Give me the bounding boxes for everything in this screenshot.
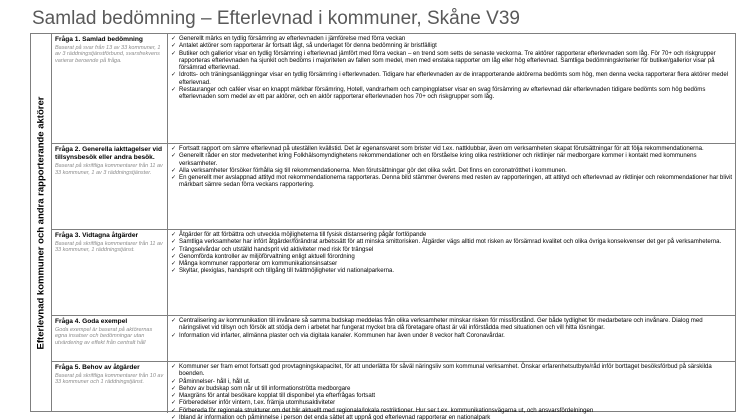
question-title: Fråga 4. Goda exempel — [55, 318, 128, 325]
finding-text: Förbereda för regionala strukturer om det blir aktuellt med regionala/lokala restriktioner. Hur ser t.ex. kommunikationsvägarna ut, och ansvarsfördelningen — [179, 406, 594, 414]
finding-text: Många kommuner rapporterar om kommunikationsinsatser — [179, 260, 338, 268]
finding-text: Maxgräns för antal besökare kopplat till disponibel yta efterfrågas fortsatt — [179, 392, 376, 400]
finding-item — [170, 414, 733, 420]
findings-list — [170, 363, 733, 420]
checkmark-icon: ✓ — [171, 152, 177, 160]
finding-text: En generellt mer avslappnad attityd mot rekommendationerna rapporteras. Denna bild stämmer överens med resten av rapporteringen, att attityd och efterlevnad av riktlinjer och rekommendationer har blivit märkbart sämre sedan förra veckans rapportering. — [179, 174, 733, 189]
finding-item — [170, 260, 733, 267]
finding-text: Genomförda kontroller av miljöförvaltning enligt aktuell förordning — [179, 252, 355, 260]
finding-item — [170, 399, 733, 406]
finding-text: Kommuner ser fram emot fortsatt god provtagningskapacitet, för att underlätta för såväl näringsliv som kommunal verksamhet. Önskar erfarenhetsutbyte/råd inför borttaget besöksförbud på särskilda boenden. — [179, 363, 712, 378]
checkmark-icon: ✓ — [171, 392, 177, 400]
finding-text: Skyltar, plexiglas, handsprit och tillgång till tvättmöjligheter vid nationalparkerna. — [179, 267, 395, 275]
checkmark-icon: ✓ — [171, 252, 177, 260]
finding-item — [170, 50, 733, 72]
finding-item — [170, 246, 733, 253]
question-row — [52, 315, 735, 361]
finding-item — [170, 231, 733, 238]
finding-text: Idrotts- och träningsanläggningar visar en tydlig försämring i efterlevnaden. Tidigare har efterlevnaden av de inrapporterande aktörerna bedömts som hög, men denna vecka rapporterar flera aktörer medel efterlevnad. — [179, 71, 729, 86]
checkmark-icon: ✓ — [171, 331, 177, 339]
findings-list — [170, 317, 733, 339]
checkmark-icon: ✓ — [171, 406, 177, 414]
finding-text: Behov av budskap som når ut till informationströtta medborgare — [179, 384, 351, 392]
finding-text: Antalet aktörer som rapporterar är fortsatt lågt, så underlaget för denna bedömning är bristfälligt — [179, 42, 437, 50]
question-note: Baserat på svar från 13 av 33 kommuner, 1 av 3 räddningstjänstförbund, svarsfrekvens varierar beroende på fråga. — [55, 44, 161, 65]
finding-item — [170, 267, 733, 274]
finding-item — [170, 392, 733, 399]
side-header-label: Efterlevnad kommuner och andra rapporterande aktörer — [35, 96, 47, 349]
finding-text: Samtliga verksamheter har infört åtgärder/förändrat arbetssätt för att minska smittorisken. Åtgärder vägs alltid mot risken av försämrad kvalitet och olika övriga konsekvenser det ger på verksamheterna. — [179, 238, 722, 246]
checkmark-icon: ✓ — [171, 267, 177, 275]
checkmark-icon: ✓ — [171, 384, 177, 392]
question-note: Goda exempel är baserat på aktörernas egna insatser och bedömningar utan utvärdering av effekt från centralt håll — [55, 326, 153, 347]
question-note: Baserat på skriftliga kommentarer från 10 av 33 kommuner och 1 räddningstjänst. — [55, 372, 164, 386]
finding-text: Centralisering av kommunikation till invånare så samma budskap meddelas från olika verksamheter minskar risken för missförstånd. Ger både tydlighet för medarbetare och invånare. Dialog med näringslivet vid tillsyn och försök att stödja dem i arbetet har fungerat mycket bra då företagare oftast är väl införstådda med situationen och vill hitta lösningar. — [179, 317, 703, 332]
finding-item — [170, 35, 733, 42]
finding-text: Påminnelser- håll i, håll ut. — [179, 377, 251, 385]
finding-text: Åtgärder för att förbättra och utveckla möjligheterna till fysisk distansering pågår fortlöpande — [179, 231, 427, 238]
checkmark-icon: ✓ — [171, 317, 177, 324]
checkmark-icon: ✓ — [171, 71, 177, 79]
checkmark-icon: ✓ — [171, 414, 177, 420]
finding-text: Generellt märks en tydlig försämring av efterlevnaden i jämförelse med förra veckan — [179, 35, 406, 42]
checkmark-icon: ✓ — [171, 377, 177, 385]
question-title: Fråga 3. Vidtagna åtgärder — [55, 232, 139, 239]
checkmark-icon: ✓ — [171, 245, 177, 253]
assessment-table — [30, 33, 736, 420]
finding-text: Information vid infarter, allmänna plaster och via digitala kanaler. Kommunen har även under 8 veckor haft Coronavårdar. — [179, 331, 505, 339]
checkmark-icon: ✓ — [171, 42, 177, 50]
question-row — [52, 34, 735, 143]
checkmark-icon: ✓ — [171, 174, 177, 182]
question-rows — [52, 34, 735, 420]
findings-list — [170, 145, 733, 189]
finding-text: Alla verksamheter försöker förhålla sig till rekommendationerna. Men förutsättningar gör det olika svårt. Det finns en coronatrötthet i kommunen. — [179, 166, 567, 174]
page-title: Samlad bedömning – Efterlevnad i kommuner, Skåne V39 — [32, 8, 520, 29]
finding-text: Butiker och gallerior visar en tydlig försämring i efterlevnad jämfört med förra veckan – en trend som setts de senaste veckorna. Tre aktörer rapporterar efterlevnaden som låg. För 70+ och riskgrupper rapporteras efterlevnaden ha sjunkit och bedöms i majoriteten av fallen som medel, men med enstaka rapporter om låg eller hög efterlevnad. Samtliga bedömningskriterier för butiker/gallerior visar på försämrad efterlevnad. — [179, 49, 716, 72]
finding-text: Restauranger och caféer visar en knappt märkbar försämring, Hotell, vandrarhem och campingplatser visar en svag försämring av efterlevnad där efterlevnaden tidigare bedömts som hög bedöms efterlevnaden som medel av ett par aktörer, och en aktör rapporterar efterlevnaden hos 70+ och riskgrupper som låg. — [179, 86, 706, 101]
checkmark-icon: ✓ — [171, 166, 177, 174]
finding-text: Förberedelser inför vintern, t.ex. främja utomhusaktiviteter — [179, 399, 336, 407]
question-row — [52, 229, 735, 315]
finding-item — [170, 378, 733, 385]
question-cell — [52, 144, 168, 229]
finding-item — [170, 145, 733, 152]
finding-item — [170, 363, 733, 378]
finding-item — [170, 86, 733, 101]
finding-item — [170, 152, 733, 167]
checkmark-icon: ✓ — [171, 145, 177, 152]
checkmark-icon: ✓ — [171, 260, 177, 268]
finding-item — [170, 332, 733, 339]
question-row — [52, 361, 735, 420]
question-title: Fråga 2. Generella iakttagelser vid tillsynsbesök eller andra besök. — [55, 146, 163, 162]
question-cell — [52, 34, 168, 143]
question-title: Fråga 5. Behov av åtgärder — [55, 364, 140, 371]
finding-item — [170, 385, 733, 392]
checkmark-icon: ✓ — [171, 86, 177, 94]
finding-item — [170, 317, 733, 332]
question-row — [52, 143, 735, 229]
finding-text: Trängselvårdar och utställd handsprit vid aktiviteter med risk för trängsel — [179, 245, 374, 253]
checkmark-icon: ✓ — [171, 49, 177, 57]
question-cell — [52, 362, 168, 413]
question-title: Fråga 1. Samlad bedömning — [55, 36, 143, 43]
finding-item — [170, 71, 733, 86]
question-cell — [52, 316, 168, 361]
finding-item — [170, 238, 733, 245]
finding-item — [170, 407, 733, 414]
finding-text: Ibland är information och påminnelse i person det enda sättet att uppnå god efterlevnad rapporterar en nationalpark — [179, 414, 491, 420]
checkmark-icon: ✓ — [171, 238, 177, 246]
checkmark-icon: ✓ — [171, 231, 177, 238]
side-header-cell — [31, 34, 52, 411]
finding-item — [170, 174, 733, 189]
checkmark-icon: ✓ — [171, 363, 177, 370]
finding-text: Generellt råder en stor medvetenhet kring Folkhälsomyndighetens rekommendationer och en förståelse kring olika restriktioner och riktlinjer när medborgare kommer i kontakt med kommunens verksamheter. — [179, 152, 697, 167]
findings-list — [170, 35, 733, 101]
checkmark-icon: ✓ — [171, 399, 177, 407]
findings-list — [170, 231, 733, 275]
question-note: Baserat på skriftliga kommentarer från 11 av 33 kommuner, 1 räddningstjänst. — [55, 240, 163, 254]
question-note: Baserat på skriftliga kommentarer från 11 av 33 kommuner, 1 av 3 räddningstjänster. — [55, 162, 163, 176]
finding-item — [170, 253, 733, 260]
question-cell — [52, 230, 168, 315]
finding-item — [170, 167, 733, 174]
finding-item — [170, 42, 733, 49]
finding-text: Fortsatt rapport om sämre efterlevnad på uteställen kvällstid. Det är egenansvaret som brister vid t.ex. nattklubbar, även om verksamheten skapat förutsättningar för att följa rekommendationerna. — [179, 145, 704, 152]
checkmark-icon: ✓ — [171, 35, 177, 42]
